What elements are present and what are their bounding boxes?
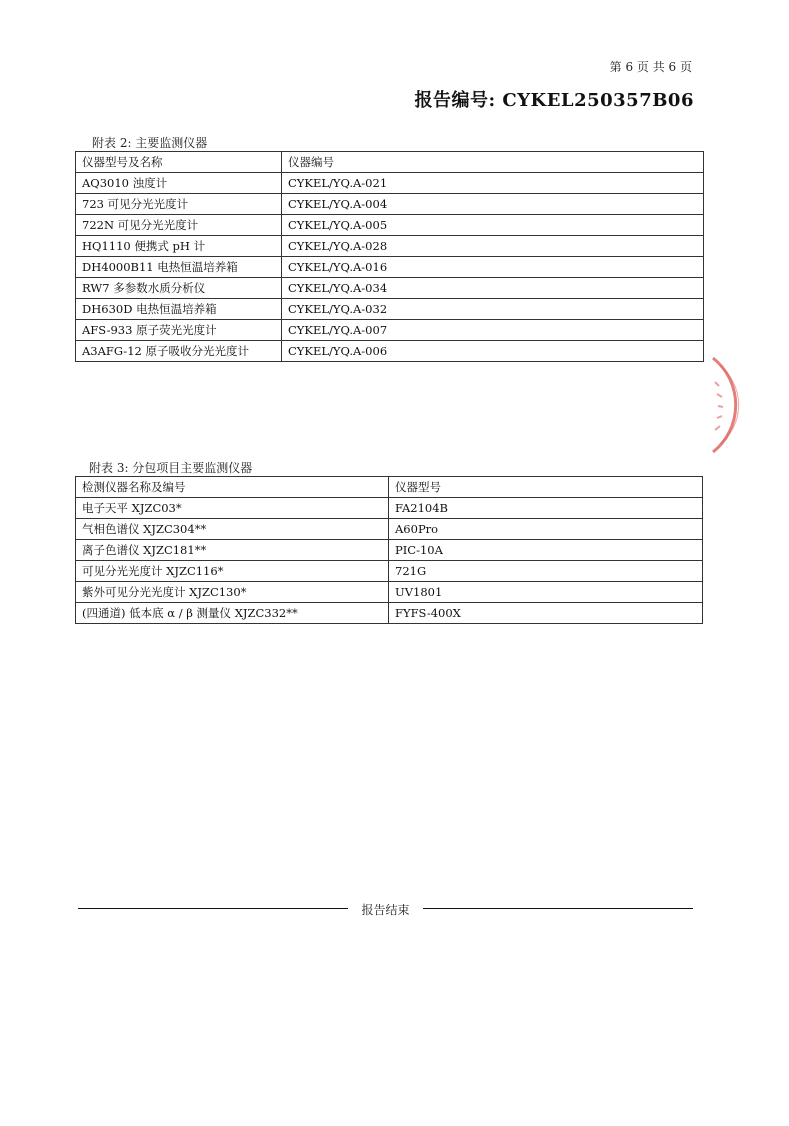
instrument-id-cell: CYKEL/YQ.A-021 <box>282 173 704 194</box>
table-row <box>76 603 703 624</box>
table-row <box>76 278 704 299</box>
instrument-name-cell: 电子天平 XJZC03* <box>76 498 389 519</box>
report-end-label: 报告结束 <box>361 903 410 917</box>
table-row <box>76 561 703 582</box>
table-row <box>76 257 704 278</box>
table-header-row <box>76 477 703 498</box>
table-row <box>76 498 703 519</box>
instrument-id-cell: CYKEL/YQ.A-006 <box>282 341 704 362</box>
instrument-model-cell: UV1801 <box>389 582 703 603</box>
instrument-name-cell: (四通道) 低本底 α / β 测量仪 XJZC332** <box>76 603 389 624</box>
instrument-model-cell: 721G <box>389 561 703 582</box>
table-header-row <box>76 152 704 173</box>
table-header-cell: 检测仪器名称及编号 <box>76 477 389 498</box>
table-row <box>76 320 704 341</box>
instrument-name-cell: DH630D 电热恒温培养箱 <box>76 299 282 320</box>
instrument-name-cell: 723 可见分光光度计 <box>76 194 282 215</box>
instrument-name-cell: 722N 可见分光光度计 <box>76 215 282 236</box>
instrument-name-cell: 气相色谱仪 XJZC304** <box>76 519 389 540</box>
table-header-cell: 仪器编号 <box>282 152 704 173</box>
table-header-cell: 仪器型号 <box>389 477 703 498</box>
instrument-name-cell: 可见分光光度计 XJZC116* <box>76 561 389 582</box>
instrument-name-cell: RW7 多参数水质分析仪 <box>76 278 282 299</box>
appendix-3-table <box>75 476 703 624</box>
table-row <box>76 582 703 603</box>
table-row <box>76 540 703 561</box>
page-number: 第 6 页 共 6 页 <box>609 60 692 74</box>
table-row <box>76 299 704 320</box>
instrument-model-cell: FA2104B <box>389 498 703 519</box>
instrument-id-cell: CYKEL/YQ.A-032 <box>282 299 704 320</box>
table-row <box>76 215 704 236</box>
instrument-id-cell: CYKEL/YQ.A-004 <box>282 194 704 215</box>
table-header-cell: 仪器型号及名称 <box>76 152 282 173</box>
report-number: 报告编号: CYKEL250357B06 <box>414 90 694 111</box>
instrument-name-cell: 紫外可见分光光度计 XJZC130* <box>76 582 389 603</box>
table-row <box>76 194 704 215</box>
instrument-name-cell: AQ3010 浊度计 <box>76 173 282 194</box>
instrument-id-cell: CYKEL/YQ.A-016 <box>282 257 704 278</box>
instrument-name-cell: HQ1110 便携式 pH 计 <box>76 236 282 257</box>
instrument-name-cell: A3AFG-12 原子吸收分光光度计 <box>76 341 282 362</box>
instrument-id-cell: CYKEL/YQ.A-034 <box>282 278 704 299</box>
appendix-3-caption: 附表 3: 分包项目主要监测仪器 <box>89 461 253 475</box>
end-divider-left <box>78 908 348 909</box>
instrument-id-cell: CYKEL/YQ.A-028 <box>282 236 704 257</box>
instrument-id-cell: CYKEL/YQ.A-005 <box>282 215 704 236</box>
appendix-2-table <box>75 151 704 362</box>
table-row <box>76 173 704 194</box>
instrument-name-cell: 离子色谱仪 XJZC181** <box>76 540 389 561</box>
instrument-id-cell: CYKEL/YQ.A-007 <box>282 320 704 341</box>
table-row <box>76 341 704 362</box>
instrument-model-cell: FYFS-400X <box>389 603 703 624</box>
red-seal-stamp-icon <box>693 352 785 458</box>
instrument-model-cell: PIC-10A <box>389 540 703 561</box>
instrument-model-cell: A60Pro <box>389 519 703 540</box>
table-row <box>76 236 704 257</box>
instrument-name-cell: DH4000B11 电热恒温培养箱 <box>76 257 282 278</box>
instrument-name-cell: AFS-933 原子荧光光度计 <box>76 320 282 341</box>
appendix-2-caption: 附表 2: 主要监测仪器 <box>92 136 208 150</box>
end-divider-right <box>423 908 693 909</box>
table-row <box>76 519 703 540</box>
